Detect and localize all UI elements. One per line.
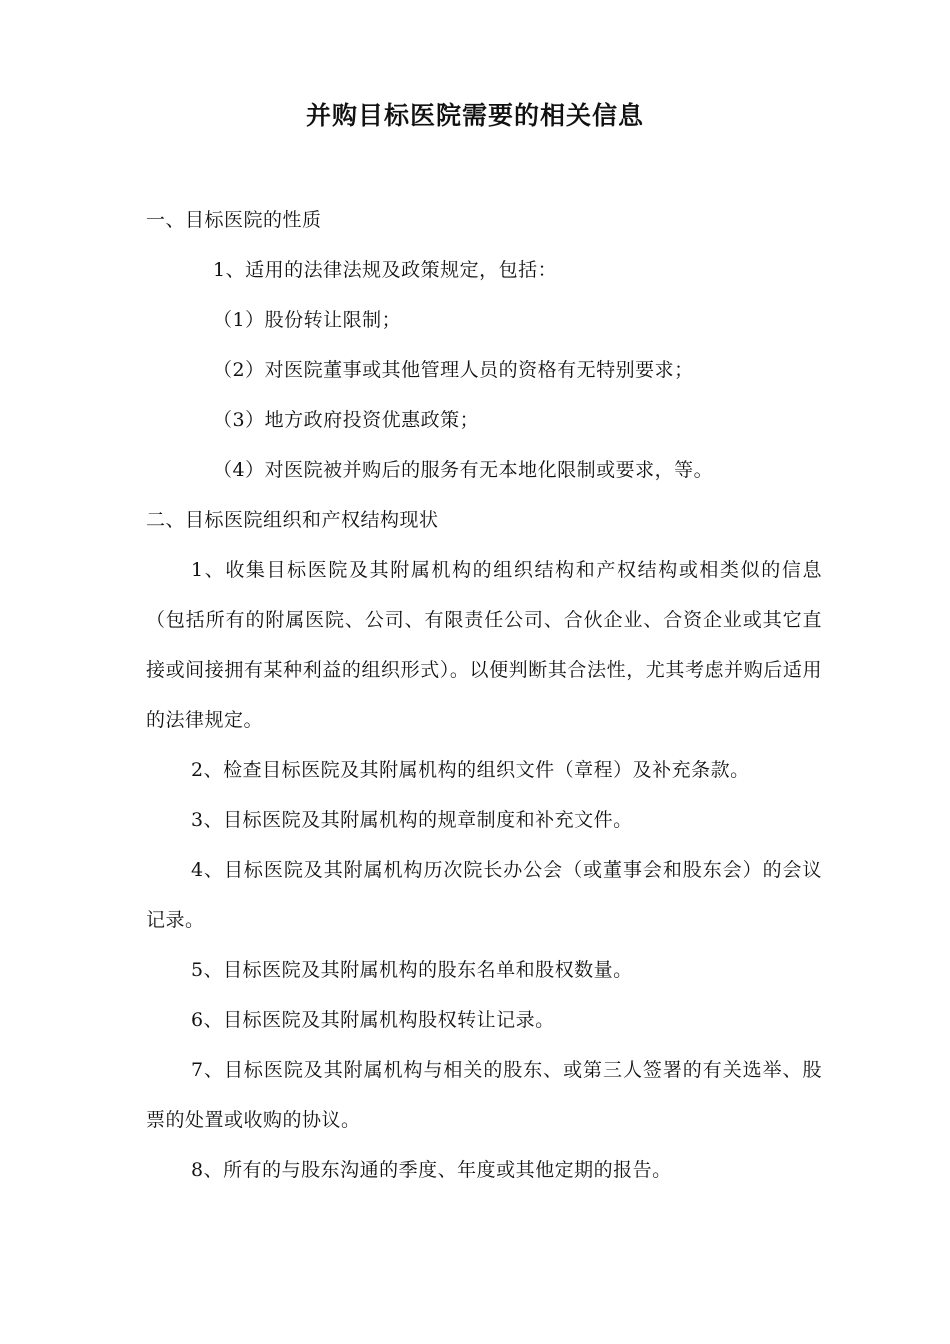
section-2-item-7: 7、目标医院及其附属机构与相关的股东、或第三人签署的有关选举、股票的处置或收购的协议。 [146,1059,822,1131]
section-1-item-1: 1、适用的法律法规及政策规定，包括： [213,259,558,281]
section-1-heading: 一、目标医院的性质 [146,209,322,231]
document-title: 并购目标医院需要的相关信息 [305,101,644,130]
section-2-item-4: 4、目标医院及其附属机构历次院长办公会（或董事会和股东会）的会议记录。 [146,859,822,931]
section-1-sub-item-3: （3）地方政府投资优惠政策； [213,409,480,431]
section-1-sub-item-4: （4）对医院被并购后的服务有无本地化限制或要求，等。 [213,459,714,481]
section-2-item-6: 6、目标医院及其附属机构股权转让记录。 [191,1009,555,1031]
section-2-item-5: 5、目标医院及其附属机构的股东名单和股权数量。 [191,959,633,981]
section-2-item-8: 8、所有的与股东沟通的季度、年度或其他定期的报告。 [191,1159,672,1181]
section-2-item-2: 2、检查目标医院及其附属机构的组织文件（章程）及补充条款。 [191,759,750,781]
section-1-sub-item-1: （1）股份转让限制； [213,309,402,331]
section-2-item-1: 1、收集目标医院及其附属机构的组织结构和产权结构或相类似的信息（包括所有的附属医院、公司、有限责任公司、合伙企业、合资企业或其它直接或间接拥有某种利益的组织形式）。以便判断其合法性，尤其考虑并购后适用的法律规定。 [146,559,822,731]
section-2-item-3: 3、目标医院及其附属机构的规章制度和补充文件。 [191,809,633,831]
section-1-sub-item-2: （2）对医院董事或其他管理人员的资格有无特别要求； [213,359,694,381]
section-2-heading: 二、目标医院组织和产权结构现状 [146,509,439,531]
